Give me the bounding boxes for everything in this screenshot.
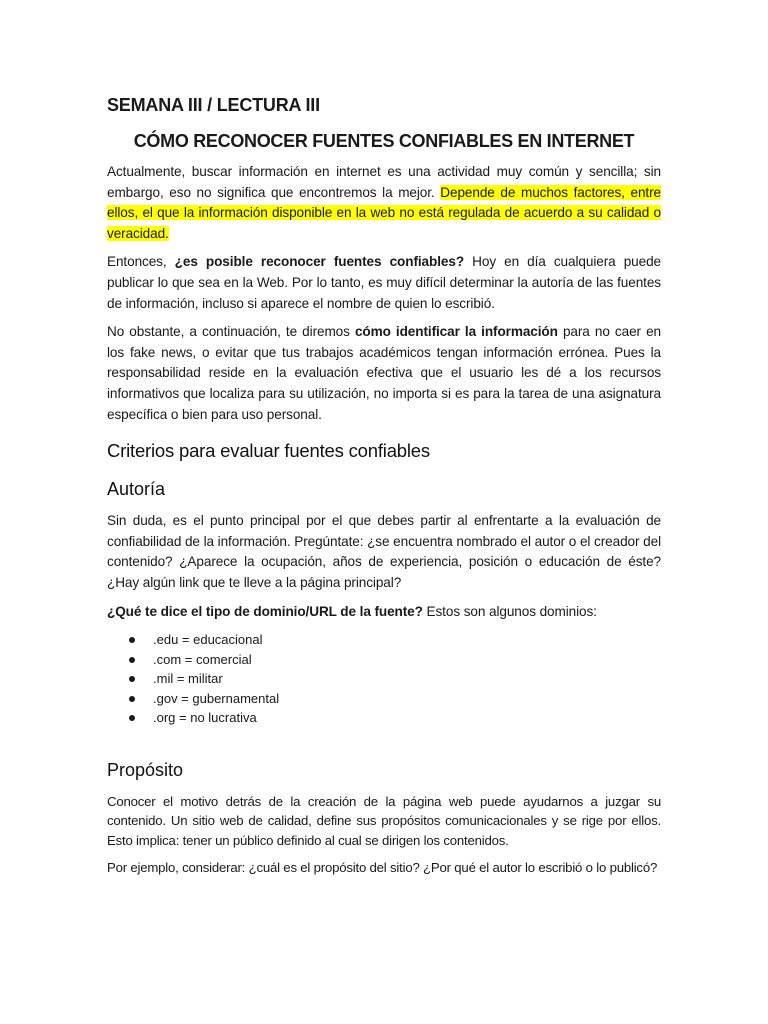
- intro-p2-after: Hoy en día cualquiera puede publicar lo que sea en la Web. Por lo tanto, es muy difícil determinar la autoría de las fuentes de información, incluso si aparece el nombre de quien lo escribió.: [107, 254, 661, 311]
- intro-p3-bold: cómo identificar la información: [354, 324, 558, 340]
- spacer: [107, 728, 661, 756]
- bullet-icon: [129, 696, 135, 702]
- intro-text: Actualmente, buscar información en internet es una actividad muy común y sencilla; sin embargo, eso no significa que encontremos la mejor.: [107, 164, 661, 200]
- list-item: [107, 689, 661, 709]
- list-item: [107, 630, 661, 650]
- intro-paragraph-3: [107, 322, 661, 425]
- purpose-heading: Propósito: [107, 759, 184, 780]
- week-title: SEMANA III / LECTURA III: [107, 95, 320, 115]
- intro-p2-bold: ¿es posible reconocer fuentes confiables?: [174, 254, 465, 270]
- list-item: [107, 669, 661, 689]
- intro-paragraph-1: [107, 162, 661, 244]
- domain-question: ¿Qué te dice el tipo de dominio/URL de la fuente?: [107, 603, 423, 619]
- intro-p3-after: para no caer en los fake news, o evitar que tus trabajos académicos tengan información errónea. Pues la responsabilidad reside en la evaluación efectiva que el usuario les dé a los recursos informativos que localiza para su utilización, no importa si es para la tarea de una asignatura específica o bien para uso personal.: [107, 324, 661, 422]
- document-title: CÓMO RECONOCER FUENTES CONFIABLES EN INTERNET: [133, 131, 635, 151]
- intro-p2-before: Entonces,: [107, 254, 175, 270]
- purpose-paragraph-1: Conocer el motivo detrás de la creación de la página web puede ayudarnos a juzgar su contenido. Un sitio web de calidad, define sus propósitos comunicacionales y se rige por ellos. Esto implica: tener un público definido al cual se dirigen los contenidos.: [107, 793, 661, 848]
- highlighted-text: Depende de muchos factores, entre ellos, el que la información disponible en la web no está regulada de acuerdo a su calidad o veracidad.: [107, 184, 661, 241]
- domain-item: .edu = educacional: [153, 632, 263, 648]
- domain-list: [107, 630, 661, 728]
- domain-item: .mil = militar: [153, 671, 223, 687]
- criteria-heading: Criterios para evaluar fuentes confiables: [107, 440, 430, 462]
- list-item: [107, 650, 661, 670]
- bullet-icon: [129, 676, 135, 682]
- bullet-icon: [129, 715, 135, 721]
- intro-p3-before: No obstante, a continuación, te diremos: [107, 324, 355, 340]
- authorship-heading: Autoría: [107, 479, 166, 500]
- domain-item: .gov = gubernamental: [153, 690, 280, 706]
- authorship-paragraph-1: Sin duda, es el punto principal por el que debes partir al enfrentarte a la evaluación de confiabilidad de la información. Pregúntate: ¿se encuentra nombrado el autor o el creador del contenido? ¿Aparece la ocupación, años de experiencia, posición o educación de éste? ¿Hay algún link que te lleve a la página principal?: [107, 513, 661, 590]
- document-page: [107, 92, 661, 878]
- domain-intro: Estos son algunos dominios:: [422, 603, 597, 619]
- authorship-paragraph-2: [107, 602, 661, 623]
- bullet-icon: [129, 657, 135, 663]
- intro-paragraph-2: [107, 252, 661, 314]
- domain-item: .com = comercial: [153, 651, 252, 667]
- bullet-icon: [129, 637, 135, 643]
- purpose-paragraph-2: Por ejemplo, considerar: ¿cuál es el propósito del sitio? ¿Por qué el autor lo escribió o lo publicó?: [107, 860, 658, 876]
- domain-item: .org = no lucrativa: [153, 710, 257, 726]
- list-item: [107, 708, 661, 728]
